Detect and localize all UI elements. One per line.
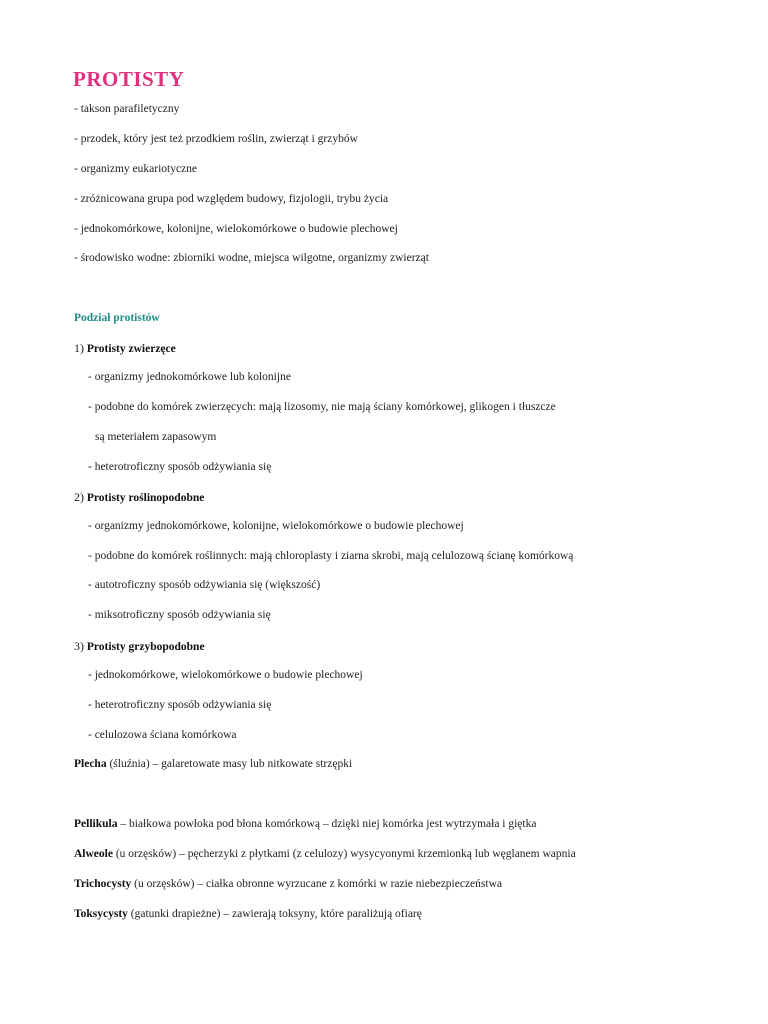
group-item: - organizmy jednokomórkowe, kolonijne, wielokomórkowe o budowie plechowej [88,520,464,532]
definition-text: – białkowa powłoka pod błona komórkową – dzięki niej komórka jest wytrzymała i giętka [117,818,537,830]
group-number: 2) [74,490,84,504]
definition [74,906,422,922]
definition [74,876,502,892]
definition-text: (gatunki drapieżne) – zawierają toksyny, które paraliżują ofiarę [127,908,422,920]
group-heading [74,340,176,357]
group-item: - heterotroficzny sposób odżywiania się [88,699,272,711]
intro-item: - przodek, który jest też przodkiem roślin, zwierząt i grzybów [74,133,358,145]
group-number: 1) [74,341,84,355]
group-item: - podobne do komórek roślinnych: mają chloroplasty i ziarna skrobi, mają celulozową ścianę komórkową [88,550,574,562]
section-heading: Podział protistów [74,312,160,324]
group-name: Protisty zwierzęce [86,343,176,355]
group-item: - autotroficzny sposób odżywiania się (większość) [88,579,321,591]
group-name: Protisty roślinopodobne [86,492,205,504]
definition [74,756,352,772]
group-item: - miksotroficzny sposób odżywiania się [88,609,271,621]
group-item: - podobne do komórek zwierzęcych: mają lizosomy, nie mają ściany komórkowej, glikogen i tłuszcze [88,401,556,413]
definition-term: Toksycysty [74,908,128,920]
page-title: PROTISTY [73,67,185,91]
intro-item: - zróżnicowana grupa pod względem budowy, fizjologii, trybu życia [74,193,389,205]
group-name: Protisty grzybopodobne [86,641,205,653]
definition-text: (śluźnia) – galaretowate masy lub nitkowate strzępki [106,758,353,770]
definition [74,816,536,832]
group-item: są meteriałem zapasowym [95,431,217,443]
definition-text: (u orzęsków) – ciałka obronne wyrzucane z komórki w razie niebezpieczeństwa [131,878,502,890]
intro-item: - takson parafiletyczny [74,103,180,115]
definition [74,846,576,862]
group-number: 3) [74,639,84,653]
group-item: - organizmy jednokomórkowe lub kolonijne [88,371,291,383]
definition-term: Trichocysty [74,878,132,890]
definition-term: Alweole [74,848,113,860]
intro-item: - organizmy eukariotyczne [74,163,198,175]
group-item: - jednokomórkowe, wielokomórkowe o budowie plechowej [88,669,363,681]
group-item: - heterotroficzny sposób odżywiania się [88,461,272,473]
definition-term: Plecha [74,758,107,770]
group-heading [74,489,204,506]
intro-item: - jednokomórkowe, kolonijne, wielokomórkowe o budowie plechowej [74,223,398,235]
definition-text: (u orzęsków) – pęcherzyki z płytkami (z celulozy) wysycyonymi krzemionką lub węglanem wapnia [112,848,576,860]
group-heading [74,638,205,655]
intro-item: - środowisko wodne: zbiorniki wodne, miejsca wilgotne, organizmy zwierząt [74,252,429,264]
group-item: - celulozowa ściana komórkowa [88,729,237,741]
definition-term: Pellikula [74,818,118,830]
